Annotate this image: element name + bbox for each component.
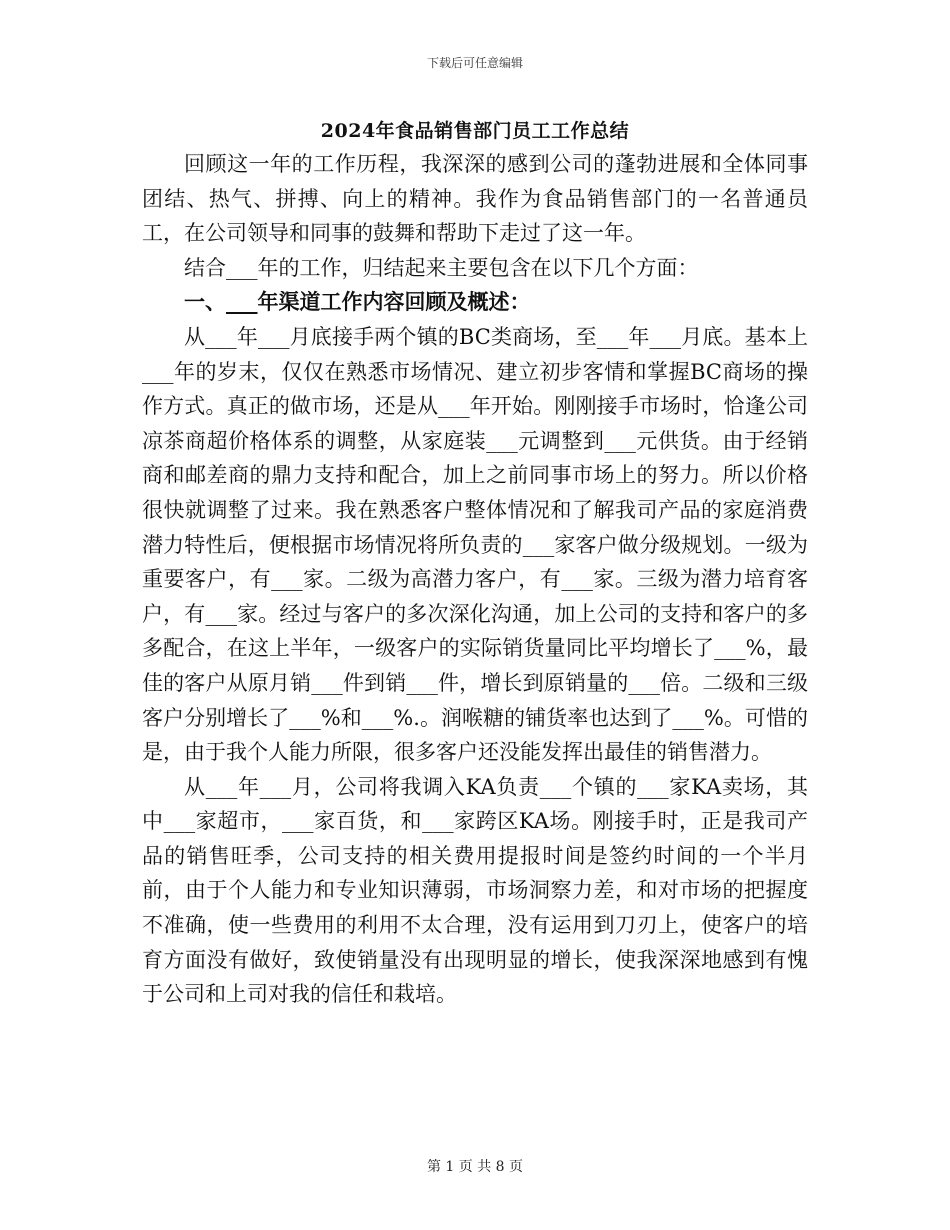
paragraph-ka-channel: 从___年___月，公司将我调入KA负责___个镇的___家KA卖场，其中___家超市，___家百货，和___家跨区KA场。刚接手时，正是我司产品的销售旺季，公司支持的相关费用提报时间是签约时间的一个半月前，由于个人能力和专业知识薄弱，市场洞察力差，和对市场的把握度不准确，使一些费用的利用不太合理，没有运用到刀刃上，使客户的培育方面没有做好，致使销量没有出现明显的增长，使我深深地感到有愧于公司和上司对我的信任和栽培。 xyxy=(142,774,808,1007)
page-header-note: 下载后可任意编辑 xyxy=(426,56,523,70)
paragraph-bc-channel: 从___年___月底接手两个镇的BC类商场，至___年___月底。基本上___年的岁末，仅仅在熟悉市场情况、建立初步客情和掌握BC商场的操作方式。真正的做市场，还是从___年开始。刚刚接手市场时，恰逢公司凉茶商超价格体系的调整，从家庭装___元调整到___元供货。由于经销商和邮差商的鼎力支持和配合，加上之前同事市场上的努力。所以价格很快就调整了过来。我在熟悉客户整体情况和了解我司产品的家庭消费潜力特性后，便根据市场情况将所负责的___家客户做分级规划。一级为重要客户，有___家。二级为高潜力客户，有___家。三级为潜力培育客户，有___家。经过与客户的多次深化沟通，加上公司的支持和客户的多多配合，在这上半年，一级客户的实际销货量同比平均增长了___%，最佳的客户从原月销___件到销___件，增长到原销量的___倍。二级和三级客户分别增长了___%和___%.。润喉糖的铺货率也达到了___%。可惜的是，由于我个人能力所限，很多客户还没能发挥出最佳的销售潜力。 xyxy=(142,324,808,765)
document-title: 2024年食品销售部门员工工作总结 xyxy=(320,120,630,142)
paragraph-summary-lead: 结合___年的工作，归结起来主要包含在以下几个方面： xyxy=(184,255,699,280)
document-body xyxy=(142,147,808,1012)
paragraph-intro: 回顾这一年的工作历程，我深深的感到公司的蓬勃进展和全体同事团结、热气、拼搏、向上的精神。我作为食品销售部门的一名普通员工，在公司领导和同事的鼓舞和帮助下走过了这一年。 xyxy=(142,152,808,246)
section-heading-1: 一、___年渠道工作内容回顾及概述： xyxy=(184,289,531,315)
page-number-footer: 第 1 页 共 8 页 xyxy=(426,1159,524,1175)
